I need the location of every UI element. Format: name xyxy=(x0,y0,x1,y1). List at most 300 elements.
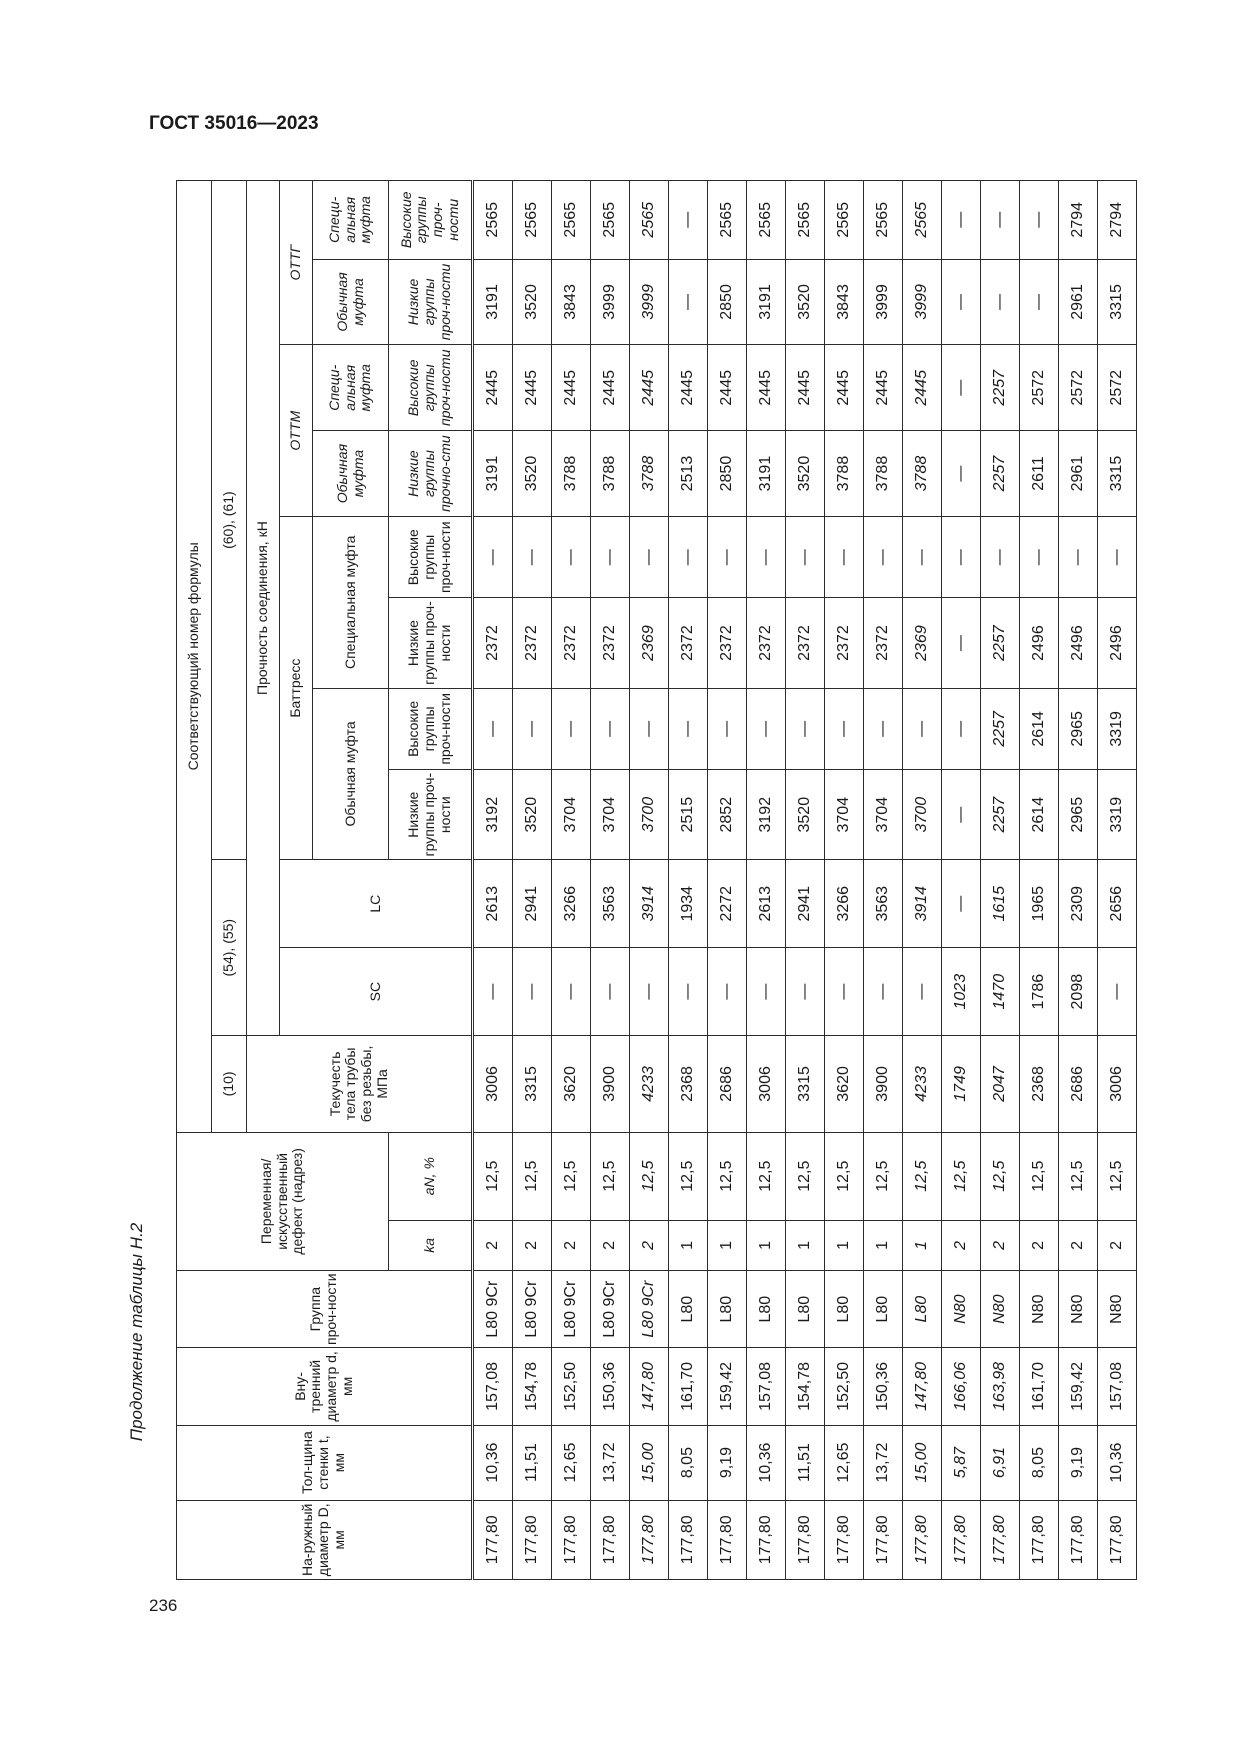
cell-ottm-spec: 2445 xyxy=(864,345,903,431)
cell-b-spec-high: — xyxy=(473,516,513,598)
header-formula-10: (10) xyxy=(212,1036,247,1133)
cell-yield: 2686 xyxy=(708,1036,747,1133)
cell-b-reg-low: — xyxy=(942,770,981,860)
cell-b-spec-low: 2496 xyxy=(1020,598,1059,688)
cell-b-reg-high: — xyxy=(864,688,903,770)
cell-sc: — xyxy=(825,948,864,1036)
cell-grade: N80 xyxy=(1098,1271,1137,1348)
cell-b-spec-high: — xyxy=(1020,516,1059,598)
cell-ottg-spec: 2565 xyxy=(825,181,864,260)
cell-ottm-spec: 2445 xyxy=(669,345,708,431)
cell-D: 177,80 xyxy=(1020,1500,1059,1579)
cell-ottm-reg: 3788 xyxy=(591,431,630,517)
cell-b-spec-high: — xyxy=(864,516,903,598)
cell-ottm-reg: 3788 xyxy=(903,431,942,517)
cell-ottm-spec: 2445 xyxy=(552,345,591,431)
cell-ottg-spec: 2565 xyxy=(708,181,747,260)
cell-b-spec-high: — xyxy=(786,516,825,598)
header-buttress-special-high: Высокие группы проч-ности xyxy=(389,516,473,598)
cell-b-spec-low: 2496 xyxy=(1098,598,1137,688)
table-row xyxy=(513,181,552,1580)
cell-b-reg-low: 3704 xyxy=(591,770,630,860)
table-row xyxy=(747,181,786,1580)
cell-sc: 1023 xyxy=(942,948,981,1036)
cell-sc: — xyxy=(708,948,747,1036)
cell-yield: 4233 xyxy=(903,1036,942,1133)
table-body xyxy=(473,181,1137,1580)
header-ottm-regular: Обычная муфта xyxy=(313,431,389,517)
cell-lc: 2656 xyxy=(1098,860,1137,948)
cell-an: 12,5 xyxy=(708,1132,747,1220)
cell-sc: — xyxy=(552,948,591,1036)
cell-ottg-reg: 3999 xyxy=(903,259,942,345)
cell-yield: 2368 xyxy=(669,1036,708,1133)
cell-lc: 3266 xyxy=(552,860,591,948)
cell-grade: N80 xyxy=(942,1271,981,1348)
cell-b-spec-high: — xyxy=(630,516,669,598)
cell-d: 161,70 xyxy=(669,1348,708,1425)
cell-b-spec-high: — xyxy=(708,516,747,598)
cell-ottm-spec: 2572 xyxy=(1098,345,1137,431)
cell-b-spec-high: — xyxy=(552,516,591,598)
cell-ottm-spec: 2445 xyxy=(708,345,747,431)
cell-lc: 2613 xyxy=(473,860,513,948)
cell-lc: 2309 xyxy=(1059,860,1098,948)
cell-D: 177,80 xyxy=(942,1500,981,1579)
cell-ottg-spec: 2565 xyxy=(864,181,903,260)
cell-t: 12,65 xyxy=(825,1425,864,1500)
table-row xyxy=(825,181,864,1580)
cell-ottg-spec: — xyxy=(942,181,981,260)
cell-grade: N80 xyxy=(1059,1271,1098,1348)
cell-ottg-reg: 3999 xyxy=(630,259,669,345)
cell-d: 166,06 xyxy=(942,1348,981,1425)
cell-ottg-reg: 3999 xyxy=(591,259,630,345)
cell-D: 177,80 xyxy=(1098,1500,1137,1579)
cell-an: 12,5 xyxy=(786,1132,825,1220)
cell-d: 161,70 xyxy=(1020,1348,1059,1425)
cell-grade: L80 xyxy=(864,1271,903,1348)
cell-D: 177,80 xyxy=(552,1500,591,1579)
header-buttress-regular-low: Низкие группы проч-ности xyxy=(389,770,473,860)
cell-lc: 3914 xyxy=(903,860,942,948)
cell-ottm-reg: 3520 xyxy=(513,431,552,517)
cell-b-reg-low: 3704 xyxy=(864,770,903,860)
cell-an: 12,5 xyxy=(513,1132,552,1220)
cell-grade: L80 xyxy=(786,1271,825,1348)
header-formula-54-55: (54), (55) xyxy=(212,860,247,1036)
cell-ottg-reg: 3191 xyxy=(473,259,513,345)
cell-ottm-spec: 2445 xyxy=(513,345,552,431)
cell-b-reg-low: 3704 xyxy=(552,770,591,860)
cell-D: 177,80 xyxy=(786,1500,825,1579)
cell-ottg-reg: — xyxy=(669,259,708,345)
cell-lc: — xyxy=(942,860,981,948)
cell-grade: L80 9Cr xyxy=(630,1271,669,1348)
cell-b-spec-low: 2496 xyxy=(1059,598,1098,688)
header-buttress: Баттресс xyxy=(280,516,313,859)
cell-an: 12,5 xyxy=(630,1132,669,1220)
header-ottg: ОТТГ xyxy=(280,181,313,345)
header-ottm-low: Низкие группы прочно-сти xyxy=(389,431,473,517)
table-row xyxy=(942,181,981,1580)
cell-ottm-spec: 2445 xyxy=(473,345,513,431)
header-ottg-high: Высокие группы проч-ности xyxy=(389,181,473,260)
cell-t: 6,91 xyxy=(981,1425,1020,1500)
cell-ottg-reg: 3843 xyxy=(825,259,864,345)
cell-sc: — xyxy=(473,948,513,1036)
cell-yield: 3620 xyxy=(552,1036,591,1133)
cell-d: 154,78 xyxy=(786,1348,825,1425)
cell-ottg-spec: 2565 xyxy=(630,181,669,260)
cell-an: 12,5 xyxy=(1020,1132,1059,1220)
cell-ka: 2 xyxy=(473,1220,513,1270)
table-row xyxy=(591,181,630,1580)
table-row xyxy=(903,181,942,1580)
cell-b-spec-low: 2372 xyxy=(708,598,747,688)
header-lc: LC xyxy=(280,860,473,948)
cell-ka: 1 xyxy=(864,1220,903,1270)
cell-an: 12,5 xyxy=(669,1132,708,1220)
header-yield: Текучесть тела трубы без резьбы, МПа xyxy=(247,1036,473,1133)
table-row xyxy=(1059,181,1098,1580)
cell-ottg-reg: 3315 xyxy=(1098,259,1137,345)
cell-ka: 2 xyxy=(630,1220,669,1270)
cell-ottg-reg: — xyxy=(981,259,1020,345)
cell-ottm-spec: 2445 xyxy=(591,345,630,431)
header-ottm-special: Специ-альная муфта xyxy=(313,345,389,431)
cell-ottm-spec: 2445 xyxy=(747,345,786,431)
cell-an: 12,5 xyxy=(591,1132,630,1220)
cell-ottm-spec: 2445 xyxy=(630,345,669,431)
cell-b-reg-low: 3192 xyxy=(747,770,786,860)
cell-b-reg-low: 3700 xyxy=(903,770,942,860)
cell-D: 177,80 xyxy=(747,1500,786,1579)
cell-b-reg-high: — xyxy=(591,688,630,770)
cell-ka: 1 xyxy=(747,1220,786,1270)
cell-t: 10,36 xyxy=(1098,1425,1137,1500)
standard-title: ГОСТ 35016—2023 xyxy=(149,113,319,134)
cell-b-reg-low: 2852 xyxy=(708,770,747,860)
cell-yield: 3006 xyxy=(747,1036,786,1133)
cell-lc: 3563 xyxy=(591,860,630,948)
cell-ottg-spec: 2565 xyxy=(552,181,591,260)
cell-b-reg-low: 2965 xyxy=(1059,770,1098,860)
cell-sc: — xyxy=(1098,948,1137,1036)
cell-an: 12,5 xyxy=(825,1132,864,1220)
cell-sc: 1470 xyxy=(981,948,1020,1036)
header-an: aN, % xyxy=(389,1132,473,1220)
cell-ottg-spec: 2565 xyxy=(591,181,630,260)
table-row xyxy=(1098,181,1137,1580)
cell-ottm-spec: — xyxy=(942,345,981,431)
cell-yield: 3900 xyxy=(591,1036,630,1133)
cell-sc: 2098 xyxy=(1059,948,1098,1036)
cell-an: 12,5 xyxy=(552,1132,591,1220)
cell-D: 177,80 xyxy=(864,1500,903,1579)
table-row xyxy=(630,181,669,1580)
cell-ottm-spec: 2445 xyxy=(903,345,942,431)
cell-b-reg-low: 3700 xyxy=(630,770,669,860)
cell-grade: L80 9Cr xyxy=(552,1271,591,1348)
cell-b-reg-high: — xyxy=(513,688,552,770)
cell-an: 12,5 xyxy=(1059,1132,1098,1220)
cell-b-spec-low: 2372 xyxy=(669,598,708,688)
cell-ka: 2 xyxy=(1020,1220,1059,1270)
cell-b-spec-low: 2372 xyxy=(552,598,591,688)
cell-b-reg-high: — xyxy=(708,688,747,770)
cell-b-spec-low: 2369 xyxy=(903,598,942,688)
cell-b-spec-high: — xyxy=(903,516,942,598)
cell-b-reg-low: 3319 xyxy=(1098,770,1137,860)
cell-D: 177,80 xyxy=(630,1500,669,1579)
header-grade: Группа проч-ности xyxy=(177,1271,473,1348)
cell-b-reg-high: — xyxy=(747,688,786,770)
cell-lc: 2941 xyxy=(513,860,552,948)
cell-D: 177,80 xyxy=(708,1500,747,1579)
table-row xyxy=(473,181,513,1580)
cell-t: 11,51 xyxy=(513,1425,552,1500)
header-joint-strength: Прочность соединения, кН xyxy=(247,181,280,1036)
cell-b-spec-high: — xyxy=(1059,516,1098,598)
cell-yield: 3315 xyxy=(786,1036,825,1133)
cell-sc: 1786 xyxy=(1020,948,1059,1036)
rotated-table-container xyxy=(176,180,1144,1580)
table-row xyxy=(708,181,747,1580)
cell-ottg-spec: 2565 xyxy=(903,181,942,260)
cell-d: 150,36 xyxy=(591,1348,630,1425)
header-inner-diameter: Вну-тренний диаметр d, мм xyxy=(177,1348,473,1425)
cell-ka: 1 xyxy=(786,1220,825,1270)
header-formula-60-61: (60), (61) xyxy=(212,181,247,860)
cell-grade: L80 xyxy=(825,1271,864,1348)
cell-sc: — xyxy=(864,948,903,1036)
header-formula-number: Соответствующий номер формулы xyxy=(177,181,212,1133)
cell-yield: 3006 xyxy=(1098,1036,1137,1133)
cell-d: 147,80 xyxy=(903,1348,942,1425)
cell-grade: L80 9Cr xyxy=(513,1271,552,1348)
cell-b-spec-high: — xyxy=(825,516,864,598)
table-row xyxy=(864,181,903,1580)
cell-b-reg-low: 3704 xyxy=(825,770,864,860)
cell-an: 12,5 xyxy=(747,1132,786,1220)
cell-b-reg-high: — xyxy=(786,688,825,770)
cell-lc: 2613 xyxy=(747,860,786,948)
cell-yield: 3315 xyxy=(513,1036,552,1133)
cell-lc: 3563 xyxy=(864,860,903,948)
header-wall-thickness: Тол-щина стенки t, мм xyxy=(177,1425,473,1500)
cell-b-spec-low: 2372 xyxy=(591,598,630,688)
cell-yield: 3006 xyxy=(473,1036,513,1133)
cell-ottg-spec: — xyxy=(981,181,1020,260)
cell-t: 9,19 xyxy=(708,1425,747,1500)
cell-b-reg-low: 2515 xyxy=(669,770,708,860)
cell-grade: L80 xyxy=(669,1271,708,1348)
header-buttress-regular: Обычная муфта xyxy=(313,688,389,860)
cell-lc: 3266 xyxy=(825,860,864,948)
cell-b-reg-low: 3520 xyxy=(513,770,552,860)
cell-b-reg-high: 3319 xyxy=(1098,688,1137,770)
cell-D: 177,80 xyxy=(981,1500,1020,1579)
cell-ottm-spec: 2572 xyxy=(1059,345,1098,431)
header-outer-diameter: На-ружный диаметр D, мм xyxy=(177,1500,473,1579)
cell-yield: 4233 xyxy=(630,1036,669,1133)
page-number: 236 xyxy=(149,1596,178,1615)
cell-ottm-reg: — xyxy=(942,431,981,517)
cell-ka: 2 xyxy=(981,1220,1020,1270)
header-buttress-regular-high: Высокие группы проч-ности xyxy=(389,688,473,770)
header-buttress-special-low: Низкие группы проч-ности xyxy=(389,598,473,688)
cell-b-reg-low: 3192 xyxy=(473,770,513,860)
header-ottg-special: Специ-альная муфта xyxy=(313,181,389,260)
cell-b-reg-high: — xyxy=(473,688,513,770)
cell-d: 152,50 xyxy=(552,1348,591,1425)
cell-ottg-reg: 2961 xyxy=(1059,259,1098,345)
cell-b-spec-low: 2369 xyxy=(630,598,669,688)
cell-b-spec-high: — xyxy=(513,516,552,598)
cell-ottg-spec: 2565 xyxy=(473,181,513,260)
cell-t: 8,05 xyxy=(669,1425,708,1500)
cell-b-reg-high: — xyxy=(825,688,864,770)
cell-lc: 1965 xyxy=(1020,860,1059,948)
table-header xyxy=(177,181,473,1580)
cell-lc: 2941 xyxy=(786,860,825,948)
cell-b-spec-low: — xyxy=(942,598,981,688)
cell-ottg-spec: 2794 xyxy=(1098,181,1137,260)
cell-lc: 1615 xyxy=(981,860,1020,948)
cell-ottg-reg: 3843 xyxy=(552,259,591,345)
cell-an: 12,5 xyxy=(903,1132,942,1220)
cell-ottg-reg: 3999 xyxy=(864,259,903,345)
cell-d: 152,50 xyxy=(825,1348,864,1425)
cell-D: 177,80 xyxy=(513,1500,552,1579)
cell-t: 13,72 xyxy=(591,1425,630,1500)
cell-ottm-reg: 3788 xyxy=(552,431,591,517)
cell-t: 10,36 xyxy=(473,1425,513,1500)
cell-ka: 1 xyxy=(903,1220,942,1270)
cell-t: 15,00 xyxy=(903,1425,942,1500)
cell-ka: 2 xyxy=(942,1220,981,1270)
header-ka: ka xyxy=(389,1220,473,1270)
cell-ottm-reg: 2611 xyxy=(1020,431,1059,517)
cell-an: 12,5 xyxy=(473,1132,513,1220)
cell-grade: L80 xyxy=(903,1271,942,1348)
cell-b-spec-high: — xyxy=(669,516,708,598)
cell-sc: — xyxy=(630,948,669,1036)
cell-ottg-spec: — xyxy=(669,181,708,260)
cell-yield: 3620 xyxy=(825,1036,864,1133)
cell-d: 147,80 xyxy=(630,1348,669,1425)
cell-ottm-spec: 2572 xyxy=(1020,345,1059,431)
cell-sc: — xyxy=(669,948,708,1036)
cell-an: 12,5 xyxy=(981,1132,1020,1220)
cell-D: 177,80 xyxy=(1059,1500,1098,1579)
cell-yield: 1749 xyxy=(942,1036,981,1133)
cell-ottg-spec: 2565 xyxy=(786,181,825,260)
cell-ka: 1 xyxy=(825,1220,864,1270)
cell-sc: — xyxy=(513,948,552,1036)
cell-yield: 2686 xyxy=(1059,1036,1098,1133)
cell-ka: 2 xyxy=(1059,1220,1098,1270)
cell-ottm-reg: 2961 xyxy=(1059,431,1098,517)
cell-b-reg-low: 2257 xyxy=(981,770,1020,860)
cell-ottg-reg: — xyxy=(942,259,981,345)
header-defect: Переменная/ искусственный дефект (надрез) xyxy=(177,1132,389,1270)
cell-sc: — xyxy=(591,948,630,1036)
cell-grade: N80 xyxy=(1020,1271,1059,1348)
cell-D: 177,80 xyxy=(903,1500,942,1579)
cell-d: 157,08 xyxy=(747,1348,786,1425)
cell-t: 8,05 xyxy=(1020,1425,1059,1500)
cell-b-reg-high: — xyxy=(669,688,708,770)
cell-sc: — xyxy=(747,948,786,1036)
header-buttress-special: Специальная муфта xyxy=(313,516,389,688)
cell-b-spec-high: — xyxy=(591,516,630,598)
cell-grade: N80 xyxy=(981,1271,1020,1348)
cell-an: 12,5 xyxy=(1098,1132,1137,1220)
cell-b-reg-high: — xyxy=(630,688,669,770)
cell-grade: L80 xyxy=(708,1271,747,1348)
cell-ottm-reg: 3788 xyxy=(825,431,864,517)
cell-ottm-reg: 3788 xyxy=(864,431,903,517)
header-sc: SC xyxy=(280,948,473,1036)
cell-ottm-reg: 2513 xyxy=(669,431,708,517)
table-row xyxy=(786,181,825,1580)
cell-d: 157,08 xyxy=(473,1348,513,1425)
table-continuation-caption: Продолжение таблицы Н.2 xyxy=(127,1222,146,1442)
cell-D: 177,80 xyxy=(669,1500,708,1579)
cell-ottm-spec: 2445 xyxy=(786,345,825,431)
cell-b-reg-high: — xyxy=(552,688,591,770)
cell-t: 15,00 xyxy=(630,1425,669,1500)
cell-ottg-reg: — xyxy=(1020,259,1059,345)
cell-b-reg-high: 2614 xyxy=(1020,688,1059,770)
cell-ottm-spec: 2257 xyxy=(981,345,1020,431)
cell-b-spec-high: — xyxy=(747,516,786,598)
cell-t: 11,51 xyxy=(786,1425,825,1500)
cell-b-spec-low: 2372 xyxy=(864,598,903,688)
cell-ka: 1 xyxy=(669,1220,708,1270)
cell-b-reg-low: 2614 xyxy=(1020,770,1059,860)
cell-b-spec-low: 2372 xyxy=(786,598,825,688)
cell-ka: 2 xyxy=(591,1220,630,1270)
cell-t: 5,87 xyxy=(942,1425,981,1500)
cell-d: 150,36 xyxy=(864,1348,903,1425)
cell-t: 10,36 xyxy=(747,1425,786,1500)
cell-ottm-reg: 3788 xyxy=(630,431,669,517)
cell-ottg-reg: 2850 xyxy=(708,259,747,345)
table-row xyxy=(552,181,591,1580)
table-row xyxy=(669,181,708,1580)
cell-b-spec-low: 2372 xyxy=(825,598,864,688)
strength-table xyxy=(176,180,1137,1580)
cell-b-reg-high: 2257 xyxy=(981,688,1020,770)
cell-sc: — xyxy=(786,948,825,1036)
header-ottg-low: Низкие группы проч-ности xyxy=(389,259,473,345)
cell-yield: 2047 xyxy=(981,1036,1020,1133)
cell-D: 177,80 xyxy=(825,1500,864,1579)
cell-ottm-reg: 2257 xyxy=(981,431,1020,517)
cell-an: 12,5 xyxy=(864,1132,903,1220)
cell-b-spec-low: 2257 xyxy=(981,598,1020,688)
table-row xyxy=(981,181,1020,1580)
cell-d: 154,78 xyxy=(513,1348,552,1425)
cell-d: 163,98 xyxy=(981,1348,1020,1425)
cell-b-reg-high: 2965 xyxy=(1059,688,1098,770)
header-ottg-regular: Обычная муфта xyxy=(313,259,389,345)
cell-an: 12,5 xyxy=(942,1132,981,1220)
cell-ottg-reg: 3520 xyxy=(513,259,552,345)
